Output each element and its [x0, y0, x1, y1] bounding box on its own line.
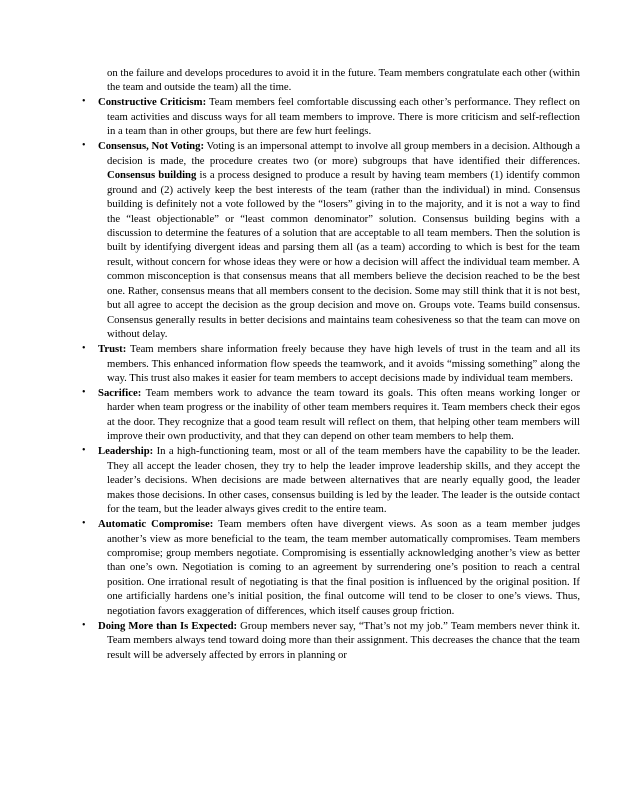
- bullet-icon: •: [82, 619, 86, 631]
- term-heading: Constructive Criticism:: [98, 96, 207, 109]
- term-heading: Automatic Compromise:: [98, 518, 214, 531]
- bullet-icon: •: [82, 445, 86, 457]
- bullet-icon: •: [82, 518, 86, 530]
- term-description: Group members never say, “That’s not my job.” Team members never think it. Team members always tend toward doing more than their assignment. This decreases the chance that the team result will be adversely affected by errors in planning or: [107, 619, 580, 661]
- list-item-trust: [84, 342, 580, 385]
- term-description-part-1: Voting is an impersonal attempt to involve all group members in a decision. Although a decision is made, the procedure creates two (or more) subgroups that have identified their differences.: [107, 140, 581, 167]
- intro-continuation-paragraph: on the failure and develops procedures to avoid it in the future. Team members congratulate each other (within the team and outside the team) all the time.: [107, 67, 580, 94]
- list-item-sacrifice: [84, 386, 580, 444]
- document-page: [84, 66, 580, 663]
- bullet-icon: •: [82, 386, 86, 398]
- bullet-icon: •: [82, 96, 86, 108]
- list-item-leadership: [84, 444, 580, 516]
- term-description: In a high-functioning team, most or all of the team members have the capability to be the leader. They all accept the leader chosen, they try to help the leader improve leadership skills, and they accept the leader’s decisions. When decisions are made between alternatives that are nearly equally good, the leader makes those decisions. In other cases, consensus building is led by the leader. The leader is the outside contact for the team, but the leader always gives credit to the entire team.: [107, 445, 580, 516]
- list-item-constructive-criticism: [84, 95, 580, 138]
- bullet-icon: •: [82, 343, 86, 355]
- term-description-part-2: is a process designed to produce a result by having team members (1) identify common ground and (2) actively keep the best interests of the team (rather than the individual) in mind. Consensus building is definitely not a vote followed by the “losers” giving in to the majority, and it is not a way to find the “least objectionable” or “least common denominator” solution. Consensus building begins with a discussion to determine the features of a solution that are acceptable to all team members. Then the solution is built by identifying divergent ideas and parsing them all (as a team) according to which is best for the team result, without concern for whose ideas they were or how a decision will affect the individual team member. A common misconception is that consensus means that all members believe the decision reached to be the best one. Rather, consensus means that all members consent to the decision. Some may still think that it is not best, but all agree to accept the decision as the group decision and move on. Groups vote. Teams build consensus. Consensus generally results in better decisions and maintains team cohesiveness so that the team can move on without delay.: [107, 169, 580, 341]
- term-heading: Consensus, Not Voting:: [98, 140, 205, 153]
- list-item-consensus-not-voting: [84, 139, 580, 341]
- term-description: Team members feel comfortable discussing each other’s performance. They reflect on team activities and discuss ways for all team members to improve. There is more criticism and self-reflection in a team than in other groups, but there are few hurt feelings.: [107, 96, 580, 138]
- term-heading: Doing More than Is Expected:: [98, 619, 238, 632]
- list-item-doing-more-than-expected: [84, 619, 580, 662]
- inline-bold-term: Consensus building: [107, 169, 197, 182]
- term-heading: Trust:: [98, 343, 127, 356]
- list-item-automatic-compromise: [84, 517, 580, 618]
- term-heading: Leadership:: [98, 445, 154, 458]
- term-description: Team members share information freely because they have high levels of trust in the team and all its members. This enhanced information flow speeds the teamwork, and it avoids “missing something” along the way. This trust also makes it easier for team members to accept decisions made by individual team members.: [107, 343, 580, 385]
- term-heading: Sacrifice:: [98, 386, 142, 399]
- bullet-icon: •: [82, 140, 86, 152]
- term-description: Team members work to advance the team toward its goals. This often means working longer or harder when team progress or the inability of other team members requires it. Team members check their egos at the door. They recognize that a good team result will reflect on them, that helping other team members will improve their own productivity, and that they can depend on other team members to help them.: [107, 386, 580, 443]
- term-description: Team members often have divergent views. As soon as a team member judges another’s view as more beneficial to the team, the team member automatically compromises. Team members compromise; group members negotiate. Compromising is essentially acknowledging another’s view as better than one’s own. Negotiation is coming to an agreement by surrendering one’s position to reach a central position. One irrational result of negotiating is that the final position is influenced by the original position. If one artificially hardens one’s initial position, the final outcome will tend to be closer to one’s views. Thus, negotiation favors exaggeration of differences, which itself causes group friction.: [107, 518, 580, 617]
- team-characteristics-list: [84, 95, 580, 662]
